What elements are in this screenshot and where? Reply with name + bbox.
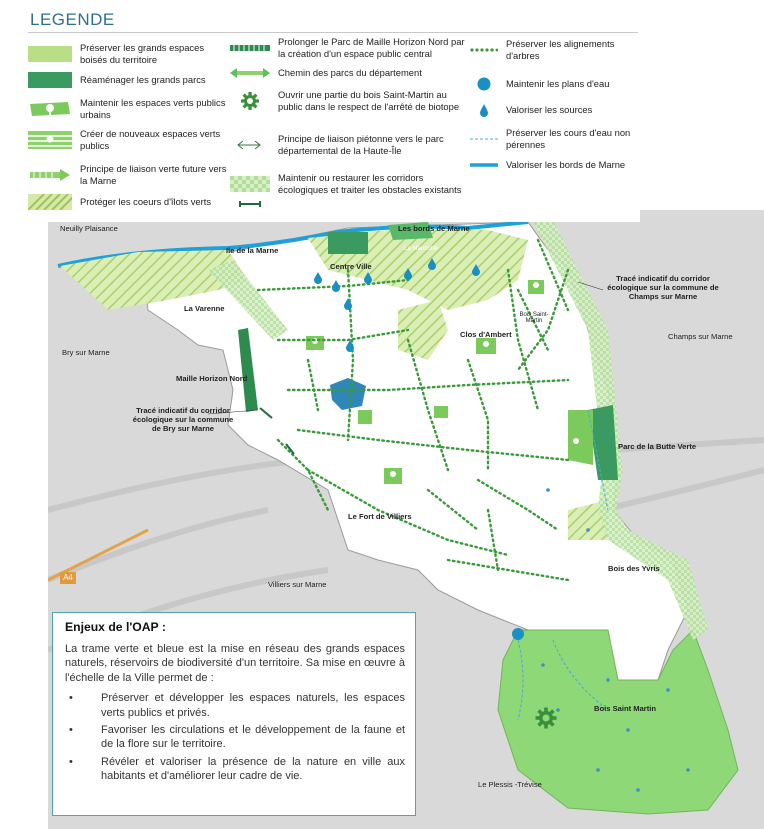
legend-item-maintain-green: Maintenir les espaces verts publics urbains — [28, 97, 228, 120]
place-label: Maille Horizon Nord — [176, 374, 248, 383]
place-label: La Marmotte — [404, 246, 438, 252]
place-label: Bois Saint-Martin — [519, 312, 549, 324]
short-bar-icon — [230, 199, 270, 209]
oap-title: Enjeux de l'OAP : — [65, 620, 166, 634]
place-label: Le Fort de Villiers — [348, 512, 412, 521]
oap-bullet: • Préserver et développer les espaces naturels, les espaces verts publics et privés. — [65, 691, 405, 720]
tree-patch-swatch — [28, 100, 72, 118]
oap-panel — [52, 612, 416, 816]
blue-dot-icon — [470, 76, 498, 92]
oap-intro: La trame verte et bleue est la mise en réseau des grands espaces naturels, réservoirs de biodiversité d'un territoire. Sa mise en œuvre à l'échelle de la Ville permet de : — [65, 643, 405, 684]
legend-item-create-green: Créer de nouveaux espaces verts publics — [28, 128, 228, 151]
place-label: La Varenne — [184, 304, 225, 313]
place-label: Tracé indicatif du corridor écologique sur la commune de Bry sur Marne — [132, 406, 234, 433]
dotted-line-swatch — [470, 45, 498, 55]
thick-blue-line-swatch — [470, 160, 498, 170]
place-label: Les bords de Marne — [398, 224, 470, 233]
place-label: Bry sur Marne — [62, 348, 110, 357]
legend-item-obstacle — [230, 199, 290, 209]
legend-divider — [28, 32, 638, 33]
legend — [0, 0, 640, 222]
legend-item-marne-link: Principe de liaison verte future vers la Marne — [28, 163, 228, 186]
legend-item-streams: Préserver les cours d'eau non pérennes — [470, 127, 640, 150]
place-label: Bois Saint Martin — [594, 704, 657, 713]
place-label: Ile de la Marne — [226, 246, 279, 255]
legend-item-tree-rows: Préserver les alignements d'arbres — [470, 38, 640, 61]
legend-item-redevelop-parks: Réaménager les grands parcs — [28, 72, 228, 88]
gear-icon — [536, 708, 557, 729]
water-plan-south — [512, 628, 524, 640]
light-green-fill-swatch — [28, 46, 72, 62]
place-label: Villiers sur Marne — [268, 580, 327, 589]
arrow-swatch — [28, 167, 72, 183]
hatched-tree-patch-swatch — [28, 131, 72, 149]
striped-bar-swatch — [230, 43, 270, 53]
double-arrow-swatch — [230, 67, 270, 79]
legend-item-water-plans: Maintenir les plans d'eau — [470, 76, 640, 92]
legend-title: LEGENDE — [30, 10, 115, 29]
place-label: Neuilly Plaisance — [60, 224, 118, 233]
place-label: Centre Ville — [330, 262, 372, 271]
place-label: Bois des Yvris — [608, 564, 660, 573]
dashed-blue-line-swatch — [470, 134, 498, 144]
place-label: Tracé indicatif du corridor écologique sur la commune de Champs sur Marne — [607, 274, 719, 301]
gear-icon — [230, 90, 270, 112]
checker-swatch — [230, 176, 270, 192]
oap-bullet: • Révéler et valoriser la présence de la nature en ville aux habitants et d'améliorer leur cadre de vie. — [65, 755, 405, 784]
legend-item-pedestrian-link: Principe de liaison piétonne vers le parc départemental de la Haute-Île — [230, 133, 465, 156]
legend-item-marne-banks: Valoriser les bords de Marne — [470, 159, 640, 171]
oap-bullet-list — [65, 691, 405, 783]
legend-item-extend-park: Prolonger le Parc de Maille Horizon Nord par la création d'un espace public central — [230, 36, 465, 59]
legend-item-preserve-woods: Préserver les grands espaces boisés du territoire — [28, 42, 228, 65]
place-label: Parc de la Butte Verte — [618, 442, 697, 451]
legend-item-protect-cores: Protéger les coeurs d'îlots verts — [28, 194, 228, 210]
droplet-icon — [470, 102, 498, 118]
diagonal-hatch-swatch — [28, 194, 72, 210]
place-label: Le Plessis -Trévise — [478, 780, 542, 789]
place-label: Champs sur Marne — [668, 332, 733, 341]
legend-item-corridors: Maintenir ou restaurer les corridors écologiques et traiter les obstacles existants — [230, 172, 465, 195]
two-way-arrow-icon — [230, 139, 270, 151]
road-badge-a4: A4 — [60, 572, 76, 584]
park-marmotte — [328, 232, 368, 254]
oap-bullet: • Favoriser les circulations et le développement de la faune et de la flore sur le territoire. — [65, 723, 405, 752]
legend-item-park-path: Chemin des parcs du département — [230, 67, 465, 79]
legend-item-springs: Valoriser les sources — [470, 102, 640, 118]
legend-item-open-wood: Ouvrir une partie du bois Saint-Martin au public dans le respect de l'arrêté de biotope — [230, 89, 465, 112]
place-label: Clos d'Ambert — [460, 330, 512, 339]
dark-green-fill-swatch — [28, 72, 72, 88]
